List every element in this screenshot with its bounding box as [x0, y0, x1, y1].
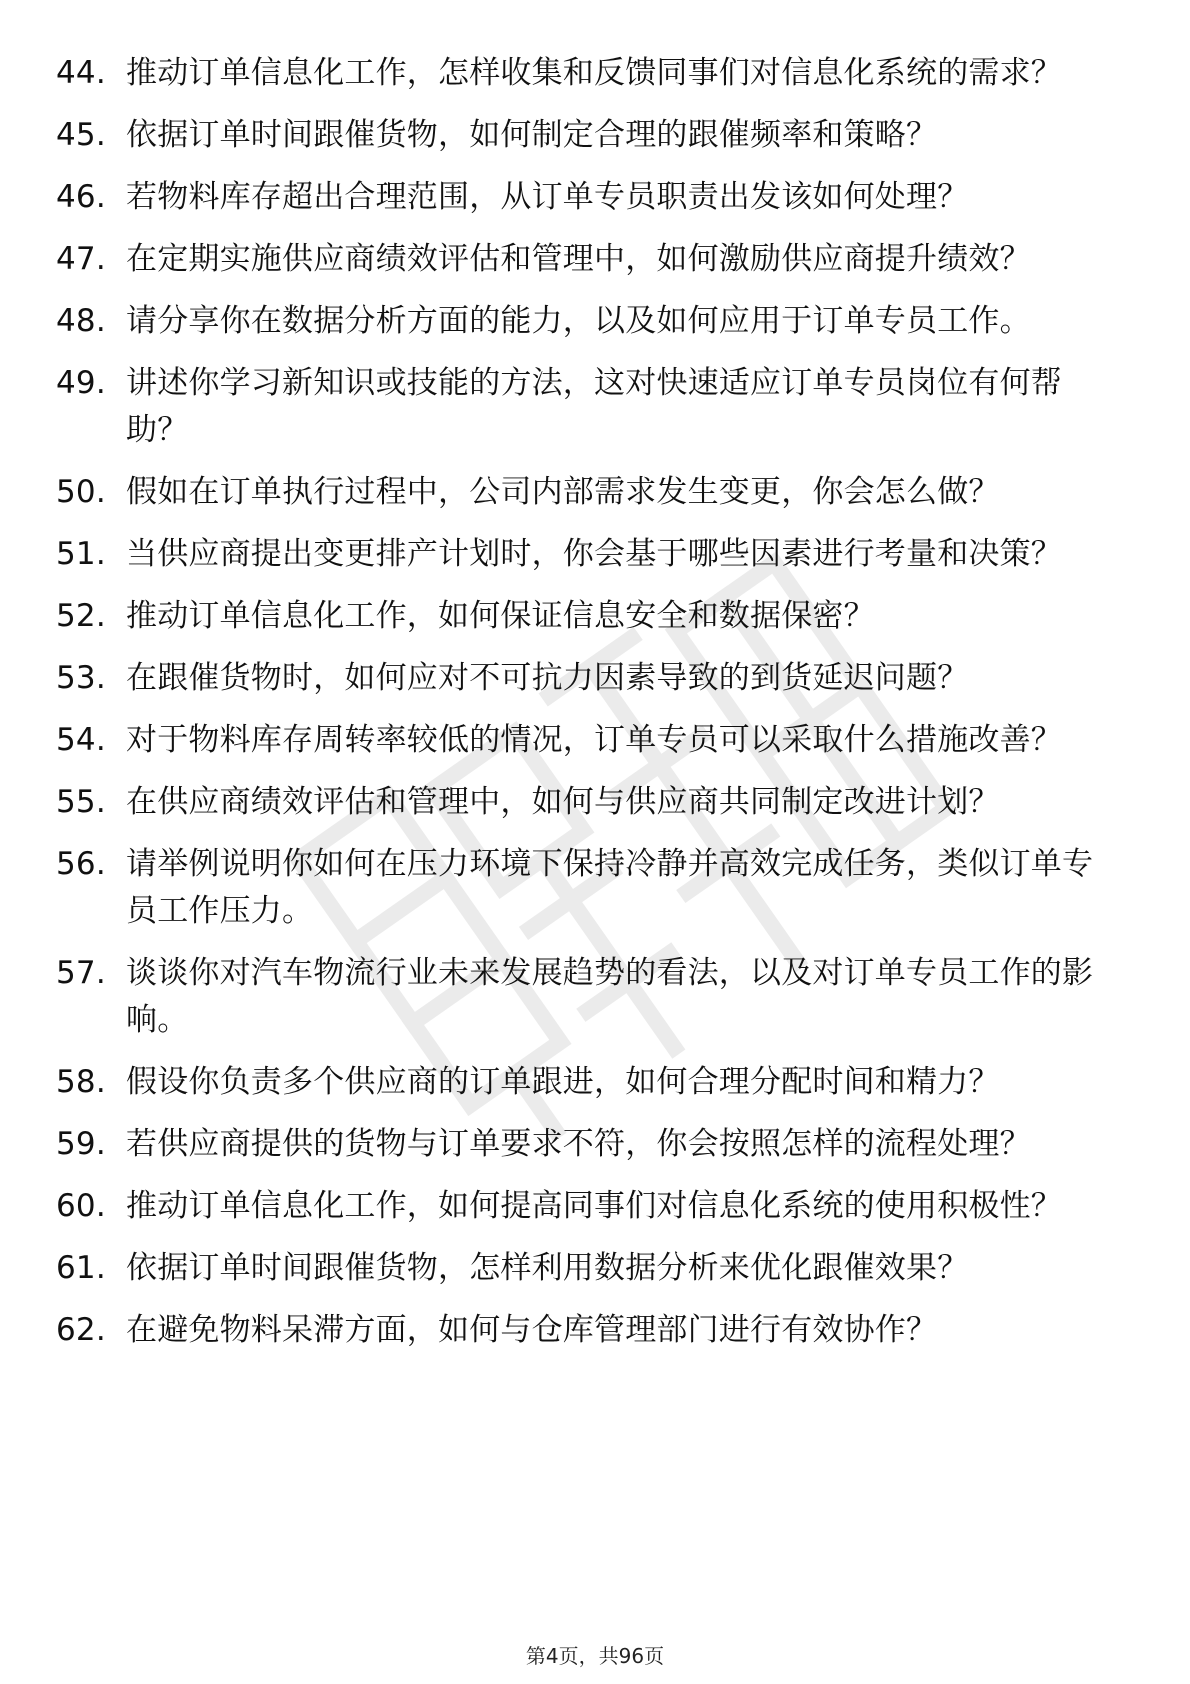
question-number: 51.	[56, 536, 106, 572]
question-number: 45.	[56, 117, 106, 153]
question-text: 推动订单信息化工作，如何提高同事们对信息化系统的使用积极性？	[126, 1188, 1062, 1224]
question-number: 55.	[56, 784, 106, 820]
question-text: 在定期实施供应商绩效评估和管理中，如何激励供应商提升绩效？	[126, 241, 1031, 277]
question-item	[0, 1245, 1190, 1292]
question-number: 49.	[56, 365, 106, 401]
question-number: 44.	[56, 55, 106, 91]
question-item	[0, 236, 1190, 283]
question-number: 62.	[56, 1312, 106, 1348]
question-item	[0, 469, 1190, 516]
question-number: 59.	[56, 1126, 106, 1162]
question-text: 请分享你在数据分析方面的能力，以及如何应用于订单专员工作。	[126, 303, 1031, 339]
question-number: 54.	[56, 722, 106, 758]
question-number: 57.	[56, 955, 106, 991]
question-text: 若供应商提供的货物与订单要求不符，你会按照怎样的流程处理？	[126, 1126, 1031, 1162]
question-text: 讲述你学习新知识或技能的方法，这对快速适应订单专员岗位有何帮助？	[126, 365, 1062, 448]
question-item	[0, 174, 1190, 221]
question-text: 当供应商提出变更排产计划时，你会基于哪些因素进行考量和决策？	[126, 536, 1062, 572]
question-item	[0, 50, 1190, 97]
question-list	[0, 50, 1190, 1369]
question-item	[0, 360, 1190, 454]
question-item	[0, 655, 1190, 702]
question-text: 依据订单时间跟催货物，怎样利用数据分析来优化跟催效果？	[126, 1250, 969, 1286]
question-number: 52.	[56, 598, 106, 634]
question-item	[0, 717, 1190, 764]
question-item	[0, 1307, 1190, 1354]
question-number: 60.	[56, 1188, 106, 1224]
question-item	[0, 1121, 1190, 1168]
question-text: 假设你负责多个供应商的订单跟进，如何合理分配时间和精力？	[126, 1064, 1000, 1100]
question-number: 53.	[56, 660, 106, 696]
question-item	[0, 779, 1190, 826]
question-text: 在避免物料呆滞方面，如何与仓库管理部门进行有效协作？	[126, 1312, 938, 1348]
question-text: 依据订单时间跟催货物，如何制定合理的跟催频率和策略？	[126, 117, 938, 153]
question-item	[0, 1059, 1190, 1106]
question-number: 47.	[56, 241, 106, 277]
question-number: 58.	[56, 1064, 106, 1100]
question-number: 48.	[56, 303, 106, 339]
question-text: 请举例说明你如何在压力环境下保持冷静并高效完成任务，类似订单专员工作压力。	[126, 846, 1094, 929]
question-text: 假如在订单执行过程中，公司内部需求发生变更，你会怎么做？	[126, 474, 1000, 510]
question-item	[0, 531, 1190, 578]
question-item	[0, 593, 1190, 640]
question-item	[0, 298, 1190, 345]
question-item	[0, 841, 1190, 935]
question-item	[0, 1183, 1190, 1230]
question-item	[0, 112, 1190, 159]
question-text: 推动订单信息化工作，如何保证信息安全和数据保密？	[126, 598, 875, 634]
question-text: 在供应商绩效评估和管理中，如何与供应商共同制定改进计划？	[126, 784, 1000, 820]
page-footer: 第4页，共96页	[525, 1644, 665, 1668]
question-text: 谈谈你对汽车物流行业未来发展趋势的看法，以及对订单专员工作的影响。	[126, 955, 1094, 1038]
question-number: 50.	[56, 474, 106, 510]
question-number: 56.	[56, 846, 106, 882]
question-number: 61.	[56, 1250, 106, 1286]
question-text: 在跟催货物时，如何应对不可抗力因素导致的到货延迟问题？	[126, 660, 969, 696]
question-number: 46.	[56, 179, 106, 215]
question-item	[0, 950, 1190, 1044]
question-text: 对于物料库存周转率较低的情况，订单专员可以采取什么措施改善？	[126, 722, 1062, 758]
question-text: 推动订单信息化工作，怎样收集和反馈同事们对信息化系统的需求？	[126, 55, 1062, 91]
question-text: 若物料库存超出合理范围，从订单专员职责出发该如何处理？	[126, 179, 969, 215]
